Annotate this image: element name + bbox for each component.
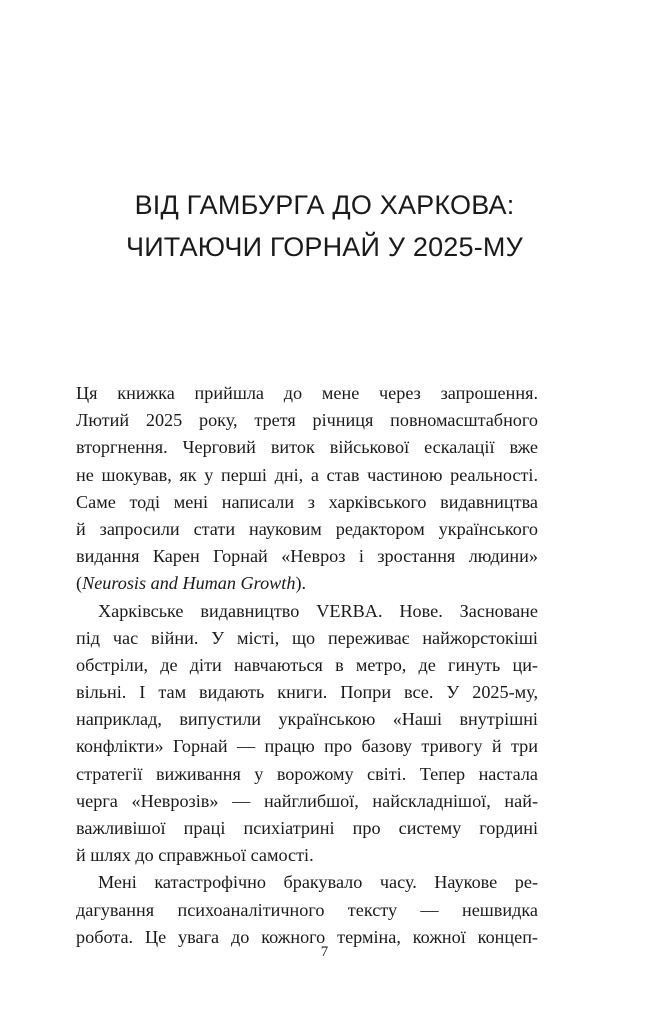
- text-line: під час війни. У місті, що переживає найжорстокіші: [76, 627, 538, 648]
- text-line: й запросили стати науковим редактором українського: [76, 518, 538, 539]
- text-line: Саме тоді мені написали з харківського видавництва: [76, 491, 538, 512]
- paren-close: ).: [295, 573, 307, 594]
- text-line: видання Карен Горнай «Невроз і зростання людини»: [76, 546, 538, 567]
- text-line: [76, 570, 538, 597]
- text-line: й шлях до справжньої самості.: [76, 845, 314, 866]
- text-line: не шокував, як у перші дні, а став частиною реальності.: [76, 464, 538, 485]
- text-line: дагування психоаналітичного тексту — нешвидка: [76, 899, 538, 920]
- paragraph-1: [76, 380, 538, 598]
- text-line: Мені катастрофічно бракувало часу. Наукове ре-: [98, 872, 538, 893]
- text-line: вторгнення. Черговий виток військової ескалації вже: [76, 437, 538, 458]
- text-line: черга «Неврозів» — найглибшої, найскладнішої, най-: [76, 790, 538, 811]
- chapter-title: [0, 184, 649, 268]
- body-text: [76, 380, 538, 951]
- text-line: важливішої праці психіатрині про систему гордині: [76, 818, 538, 838]
- text-line: конфлікти» Горнай — працю про базову тривогу й три: [76, 736, 538, 757]
- chapter-title-line-2: ЧИТАЮЧИ ГОРНАЙ У 2025-МУ: [126, 232, 523, 262]
- text-line: робота. Це увага до кожного терміна, кожної концеп-: [76, 926, 538, 947]
- page-number: 7: [320, 944, 329, 960]
- chapter-title-line-1: ВІД ГАМБУРГА ДО ХАРКОВА:: [134, 190, 515, 220]
- text-line: наприклад, випустили українською «Наші внутрішні: [76, 709, 538, 730]
- text-line: стратегії виживання у ворожому світі. Тепер настала: [76, 763, 538, 784]
- italic-book-title: Neurosis and Human Growth: [82, 573, 296, 594]
- text-line: Харківське видавництво VERBA. Нове. Засноване: [98, 600, 538, 621]
- paren-open: (: [76, 573, 83, 594]
- paragraph-2: [76, 598, 538, 870]
- paragraph-3: [76, 869, 538, 951]
- text-line: Ця книжка прийшла до мене через запрошення.: [76, 383, 538, 403]
- text-line: Лютий 2025 року, третя річниця повномасштабного: [76, 410, 538, 431]
- text-line: вільні. І там видають книги. Попри все. У 2025-му,: [76, 682, 538, 703]
- text-line: обстріли, де діти навчаються в метро, де гинуть ци-: [76, 654, 538, 675]
